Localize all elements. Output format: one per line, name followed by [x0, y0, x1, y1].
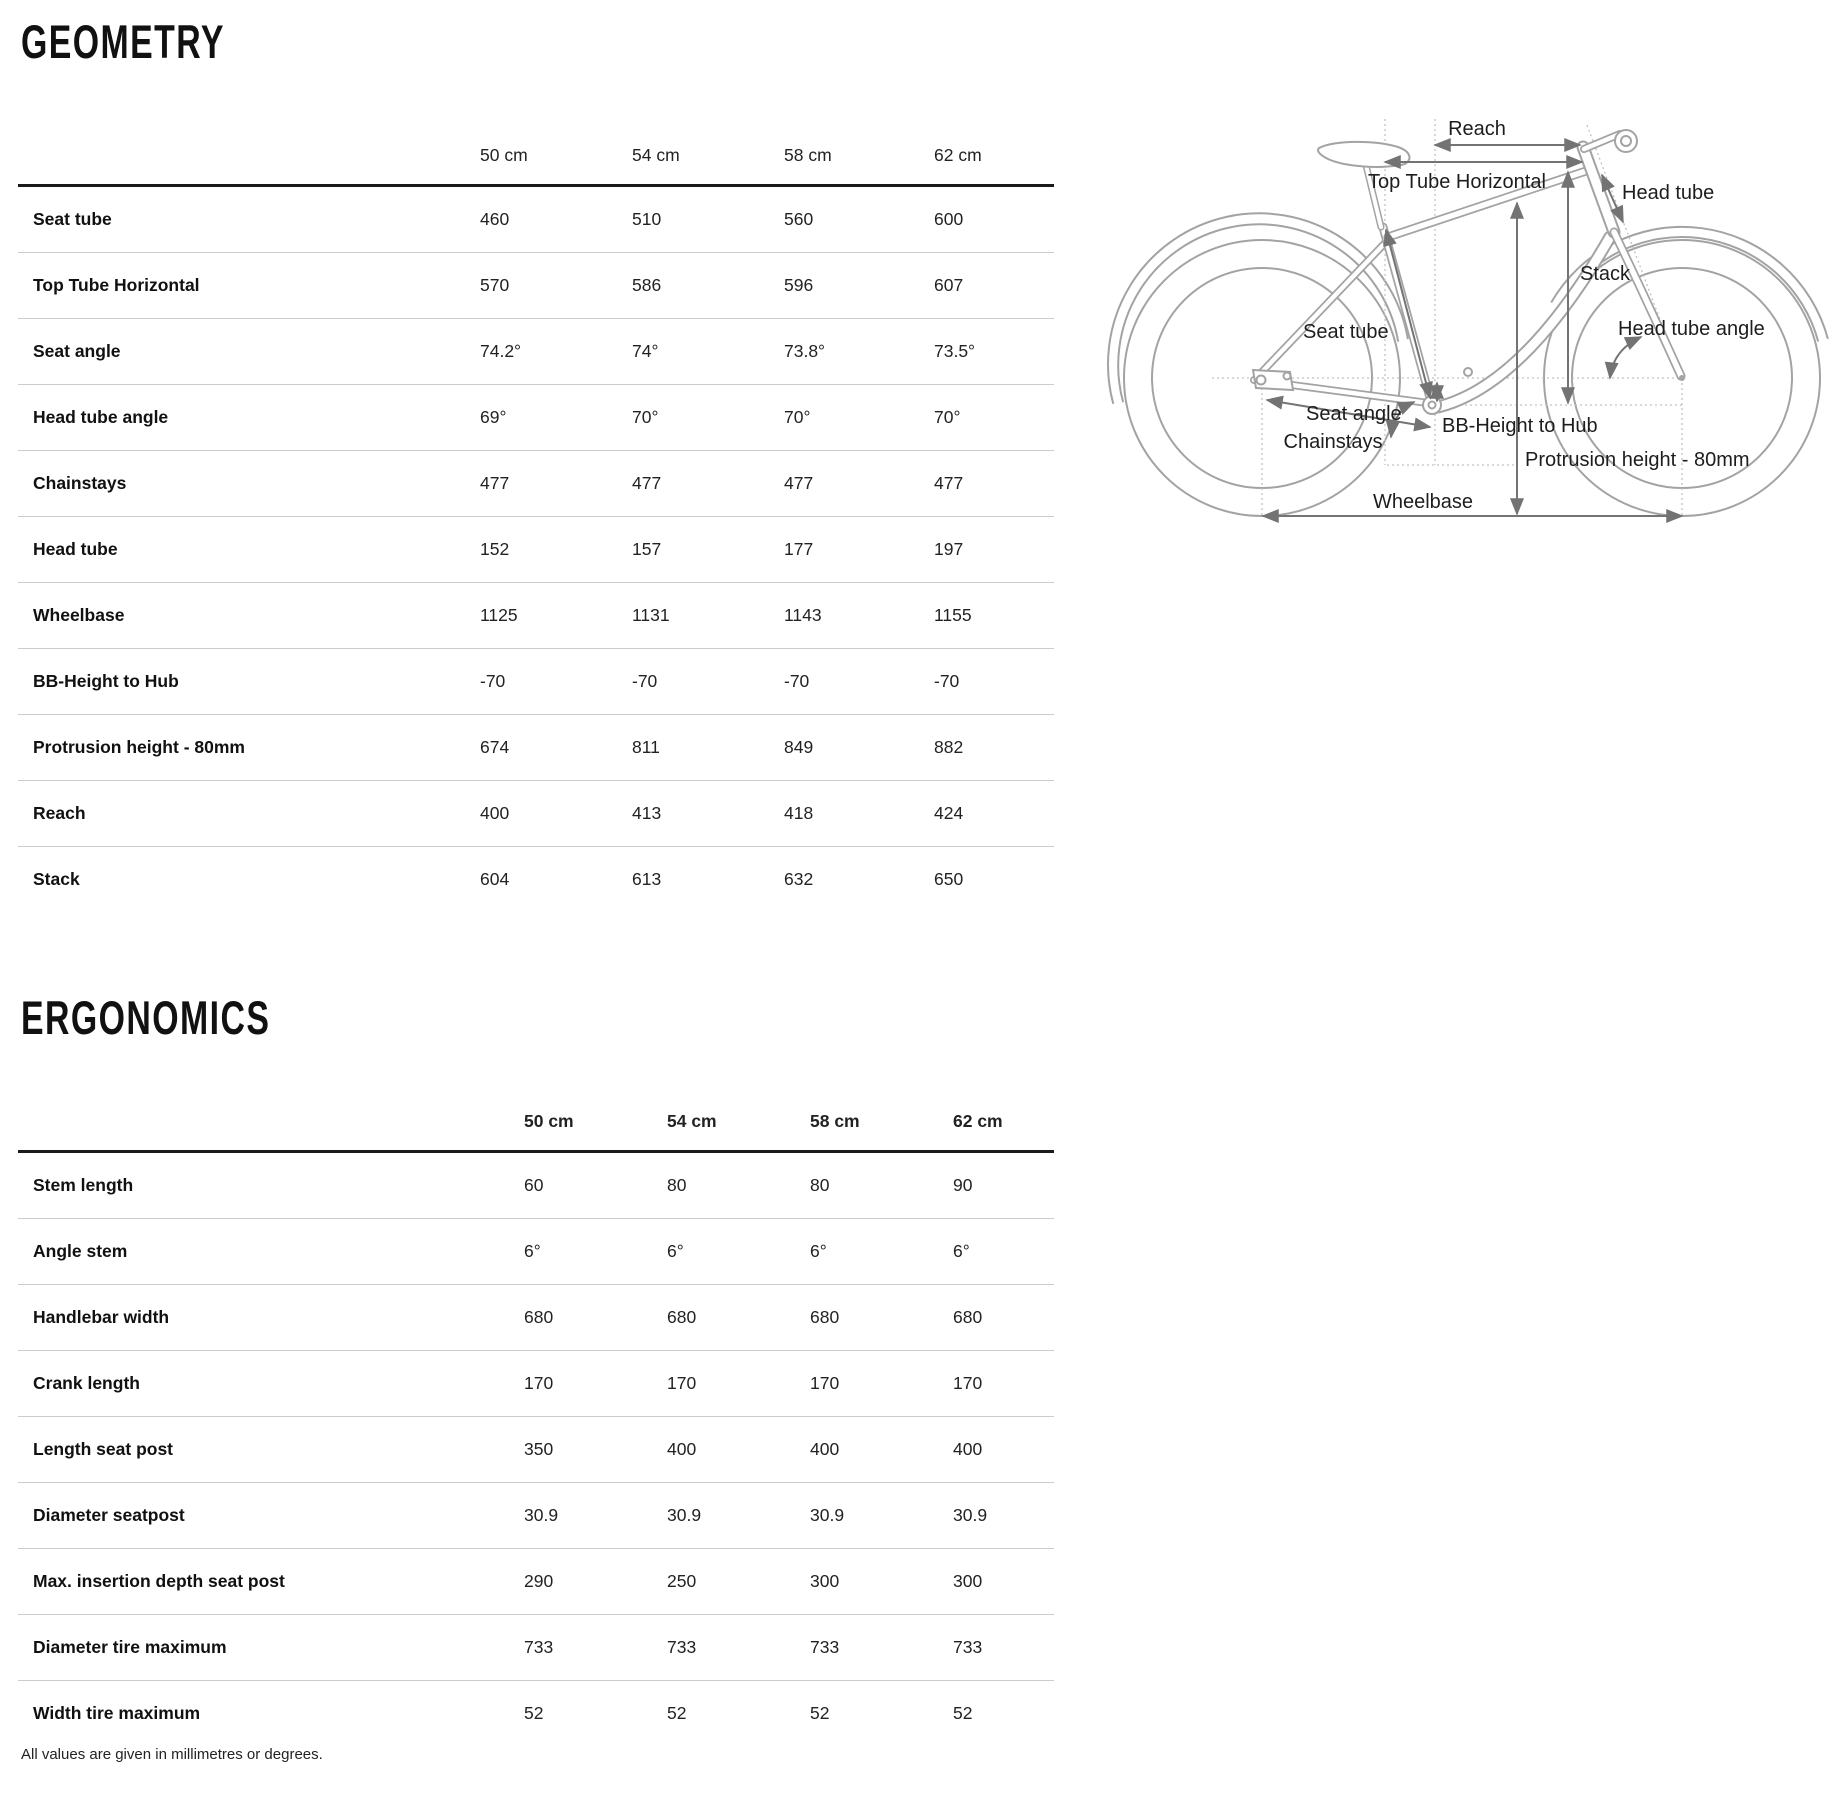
- column-header: 58 cm: [810, 1111, 860, 1131]
- spec-cell: 680: [524, 1307, 554, 1327]
- table-body: [18, 187, 1054, 912]
- table-row: [18, 780, 1054, 846]
- spec-row-label: Stack: [33, 869, 80, 889]
- spec-cell: 80: [667, 1175, 687, 1195]
- head-tube-angle-arc: [1610, 337, 1641, 378]
- spec-cell: 300: [810, 1571, 840, 1591]
- spec-cell: 52: [524, 1703, 544, 1723]
- saddle: [1318, 142, 1409, 167]
- spec-cell: 418: [784, 803, 814, 823]
- spec-cell: 74°: [632, 341, 659, 361]
- table-row: [18, 1614, 1054, 1680]
- top-tube-horizontal-label: Top Tube Horizontal: [1368, 171, 1546, 193]
- spec-row-label: Protrusion height - 80mm: [33, 737, 245, 757]
- spec-cell: 350: [524, 1439, 554, 1459]
- seat-tube-label: Seat tube: [1303, 321, 1389, 343]
- spec-cell: 586: [632, 275, 662, 295]
- table-row: [18, 846, 1054, 912]
- spec-cell: 30.9: [667, 1505, 702, 1525]
- downtube-bolt: [1464, 368, 1472, 376]
- table-row: [18, 252, 1054, 318]
- spec-row-label: Seat angle: [33, 341, 121, 361]
- spec-cell: 460: [480, 209, 510, 229]
- spec-cell: 30.9: [524, 1505, 559, 1525]
- spec-row-label: BB-Height to Hub: [33, 671, 179, 691]
- front-hub: [1679, 375, 1685, 381]
- spec-row-label: Chainstays: [33, 473, 127, 493]
- spec-cell: 6°: [810, 1241, 827, 1261]
- spec-cell: 680: [810, 1307, 840, 1327]
- column-header: 62 cm: [934, 145, 982, 165]
- spec-cell: 733: [953, 1637, 983, 1657]
- spec-cell: 680: [953, 1307, 983, 1327]
- spec-cell: 674: [480, 737, 510, 757]
- spec-cell: 52: [953, 1703, 973, 1723]
- column-header: 54 cm: [632, 145, 680, 165]
- column-header: 50 cm: [524, 1111, 574, 1131]
- table-row: [18, 648, 1054, 714]
- spec-cell: 613: [632, 869, 662, 889]
- spec-cell: -70: [480, 671, 506, 691]
- chainstays-label: Chainstays: [1283, 431, 1383, 453]
- spec-row-label: Wheelbase: [33, 605, 125, 625]
- bb-height-label: BB-Height to Hub: [1442, 415, 1598, 437]
- table-row: [18, 516, 1054, 582]
- table-row: [18, 384, 1054, 450]
- table-row: [18, 1350, 1054, 1416]
- spec-cell: 6°: [667, 1241, 684, 1261]
- column-header: 58 cm: [784, 145, 832, 165]
- column-header: 54 cm: [667, 1111, 717, 1131]
- column-header-spacer: [18, 1132, 524, 1150]
- head-tube-label: Head tube: [1622, 182, 1715, 204]
- seat-tube-arrow: [1386, 230, 1430, 398]
- column-header: 50 cm: [480, 145, 528, 165]
- spec-cell: 170: [667, 1373, 697, 1393]
- spec-cell: 300: [953, 1571, 983, 1591]
- spec-row-label: Seat tube: [33, 209, 112, 229]
- spec-cell: 733: [667, 1637, 697, 1657]
- spec-cell: 477: [934, 473, 964, 493]
- table-header-row: [18, 1084, 1054, 1153]
- table-header-row: [18, 118, 1054, 187]
- spec-cell: 177: [784, 539, 814, 559]
- head-tube-angle-label: Head tube angle: [1618, 318, 1765, 340]
- bike-geometry-diagram: [950, 85, 1842, 545]
- spec-cell: 849: [784, 737, 814, 757]
- table-row: [18, 1284, 1054, 1350]
- geometry-title-text: GEOMETRY: [21, 15, 225, 68]
- spec-cell: 69°: [480, 407, 507, 427]
- spec-cell: 510: [632, 209, 662, 229]
- table-row: [18, 318, 1054, 384]
- ergonomics-section-title: [21, 990, 367, 1045]
- ergonomics-table: [18, 1084, 1054, 1746]
- spec-cell: 400: [953, 1439, 983, 1459]
- table-row: [18, 450, 1054, 516]
- spec-cell: 811: [632, 737, 660, 757]
- spec-row-label: Diameter tire maximum: [33, 1637, 227, 1657]
- spec-cell: 607: [934, 275, 964, 295]
- spec-cell: 560: [784, 209, 814, 229]
- spec-cell: 52: [810, 1703, 830, 1723]
- ergonomics-title-text: ERGONOMICS: [21, 991, 271, 1044]
- spec-cell: 600: [934, 209, 964, 229]
- stack-label: Stack: [1580, 263, 1631, 285]
- spec-cell: -70: [784, 671, 810, 691]
- spec-cell: 6°: [953, 1241, 970, 1261]
- spec-cell: 60: [524, 1175, 544, 1195]
- spec-cell: 400: [480, 803, 510, 823]
- handlebar-grip: [1615, 130, 1637, 152]
- spec-row-label: Head tube: [33, 539, 118, 559]
- spec-cell: 170: [810, 1373, 840, 1393]
- spec-cell: -70: [934, 671, 960, 691]
- protrusion-label: Protrusion height - 80mm: [1525, 449, 1750, 471]
- spec-cell: 6°: [524, 1241, 541, 1261]
- spec-cell: 882: [934, 737, 964, 757]
- spec-cell: 1143: [784, 605, 822, 625]
- spec-row-label: Max. insertion depth seat post: [33, 1571, 285, 1591]
- units-footnote: All values are given in millimetres or degrees.: [21, 1746, 323, 1763]
- spec-cell: 90: [953, 1175, 973, 1195]
- table-row: [18, 1416, 1054, 1482]
- table-body: [18, 1153, 1054, 1746]
- spec-cell: 733: [810, 1637, 840, 1657]
- spec-cell: 170: [524, 1373, 554, 1393]
- spec-cell: 413: [632, 803, 662, 823]
- bottom-bracket: [1423, 396, 1441, 414]
- spec-row-label: Angle stem: [33, 1241, 128, 1261]
- geometry-table: [18, 118, 1054, 912]
- spec-cell: 570: [480, 275, 510, 295]
- spec-cell: 52: [667, 1703, 687, 1723]
- spec-cell: 250: [667, 1571, 697, 1591]
- spec-row-label: Head tube angle: [33, 407, 169, 427]
- spec-cell: 1125: [480, 605, 518, 625]
- spec-cell: 197: [934, 539, 964, 559]
- spec-cell: 477: [784, 473, 814, 493]
- spec-cell: 650: [934, 869, 964, 889]
- spec-cell: 30.9: [953, 1505, 988, 1525]
- table-row: [18, 582, 1054, 648]
- spec-cell: 400: [667, 1439, 697, 1459]
- spec-cell: 1155: [934, 605, 972, 625]
- table-row: [18, 1153, 1054, 1218]
- seat-angle-label: Seat angle: [1306, 403, 1402, 425]
- spec-cell: 604: [480, 869, 510, 889]
- table-row: [18, 1482, 1054, 1548]
- spec-row-label: Top Tube Horizontal: [33, 275, 200, 295]
- spec-cell: 424: [934, 803, 964, 823]
- table-row: [18, 1680, 1054, 1746]
- table-row: [18, 187, 1054, 252]
- spec-cell: 80: [810, 1175, 830, 1195]
- spec-row-label: Diameter seatpost: [33, 1505, 185, 1525]
- spec-cell: 596: [784, 275, 814, 295]
- table-row: [18, 714, 1054, 780]
- spec-cell: 152: [480, 539, 510, 559]
- spec-cell: 1131: [632, 605, 670, 625]
- spec-cell: 170: [953, 1373, 983, 1393]
- rear-dropout: [1253, 370, 1293, 390]
- table-row: [18, 1548, 1054, 1614]
- spec-cell: 73.8°: [784, 341, 826, 361]
- spec-cell: 70°: [632, 407, 659, 427]
- spec-cell: -70: [632, 671, 658, 691]
- spec-cell: 70°: [784, 407, 811, 427]
- column-header: 62 cm: [953, 1111, 1003, 1131]
- table-row: [18, 1218, 1054, 1284]
- spec-row-label: Crank length: [33, 1373, 140, 1393]
- spec-row-label: Length seat post: [33, 1439, 174, 1459]
- column-header-spacer: [18, 166, 480, 184]
- spec-cell: 74.2°: [480, 341, 522, 361]
- spec-row-label: Stem length: [33, 1175, 134, 1195]
- spec-cell: 30.9: [810, 1505, 845, 1525]
- spec-cell: 477: [632, 473, 662, 493]
- spec-cell: 157: [632, 539, 662, 559]
- spec-cell: 73.5°: [934, 341, 976, 361]
- spec-cell: 680: [667, 1307, 697, 1327]
- spec-cell: 70°: [934, 407, 961, 427]
- geometry-section-title: [21, 14, 304, 69]
- diagram-labels: [1284, 118, 1765, 513]
- spec-row-label: Handlebar width: [33, 1307, 170, 1327]
- reach-label: Reach: [1448, 118, 1506, 140]
- spec-row-label: Width tire maximum: [33, 1703, 201, 1723]
- spec-cell: 733: [524, 1637, 554, 1657]
- spec-cell: 477: [480, 473, 510, 493]
- spec-cell: 632: [784, 869, 814, 889]
- spec-cell: 290: [524, 1571, 554, 1591]
- wheelbase-label: Wheelbase: [1372, 491, 1474, 513]
- spec-cell: 400: [810, 1439, 840, 1459]
- spec-row-label: Reach: [33, 803, 86, 823]
